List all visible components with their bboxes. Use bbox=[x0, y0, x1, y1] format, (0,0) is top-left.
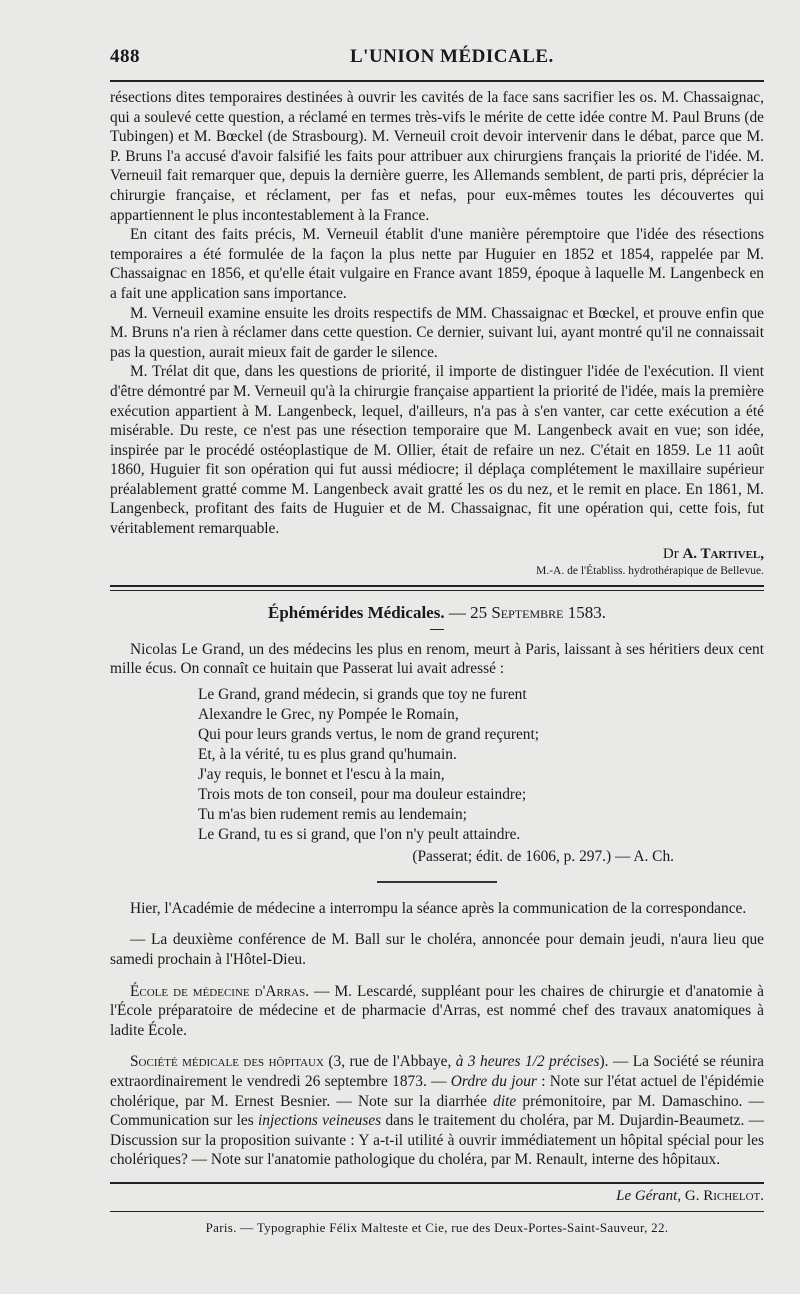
news-item-lead: Société médicale des hôpitaux bbox=[130, 1053, 324, 1071]
news-item-text: dans le traitement du choléra, par M. Dujardin-Beaumetz. — Discussion sur la proposition suivante : Y a-t-il utilité à ouvrir immédiatement un hôpital spécial pour les cholériques? — Note sur l'anatomie pathologique du choléra, par M. Renault, interne des hôpitaux. bbox=[110, 1112, 764, 1169]
news-item bbox=[110, 982, 764, 1041]
ephemerides-title: Éphémérides Médicales. bbox=[268, 602, 445, 622]
article-paragraph: En citant des faits précis, M. Verneuil établit d'une manière péremptoire que l'idée des résections temporaires a été formulée de la façon la plus nette par Huguier en 1852 et 1854, rappelée par M. Chassaignac en 1856, et qu'elle était vulgaire en France avant 1859, époque à laquelle M. Langenbeck en a fait une application sans importance. bbox=[110, 226, 764, 302]
page-number: 488 bbox=[110, 46, 140, 67]
running-title: L'UNION MÉDICALE. bbox=[350, 46, 554, 67]
poem-line: Le Grand, grand médecin, si grands que toy ne furent bbox=[198, 685, 527, 703]
news-item-text: : Note sur l'état actuel de l'épidémie cholérique, par M. Ernest Besnier. — Note sur la diarrhée bbox=[110, 1073, 764, 1110]
printer-divider bbox=[110, 1211, 764, 1212]
news-item-time: à 3 heures 1/2 précises bbox=[455, 1053, 600, 1071]
news-item: — La deuxième conférence de M. Ball sur le choléra, annoncée pour demain jeudi, n'aura lieu que samedi prochain à l'Hôtel-Dieu. bbox=[110, 931, 764, 969]
poem-citation: (Passerat; édit. de 1606, p. 297.) — A. Ch. bbox=[412, 847, 674, 865]
news-item-lead: École de médecine d'Arras. bbox=[130, 982, 310, 1000]
news-item-body: — M. Lescardé, suppléant pour les chaires de chirurgie et d'anatomie à l'École préparatoire de médecine et de pharmacie d'Arras, est nommé chef des travaux anatomiques à ladite École. bbox=[110, 982, 764, 1039]
section-divider bbox=[110, 585, 764, 591]
poem-line: Qui pour leurs grands vertus, le nom de grand reçurent; bbox=[198, 725, 540, 743]
news-item-text: ). — La Société se réunira extraordinairement le vendredi 26 septembre 1873. — bbox=[110, 1053, 764, 1090]
news-item bbox=[110, 1052, 764, 1170]
manager-name: G. Richelot. bbox=[684, 1187, 764, 1204]
poem-line: Alexandre le Grec, ny Pompée le Romain, bbox=[198, 705, 459, 723]
news-item: Hier, l'Académie de médecine a interrompu la séance après la communication de la correspondance. bbox=[130, 899, 747, 917]
news-item-emphasis: dite bbox=[493, 1092, 517, 1110]
article-paragraph: M. Verneuil examine ensuite les droits respectifs de MM. Chassaignac et Bœckel, et prouve enfin que M. Bruns n'a rien à réclamer dans cette question. Ce dernier, suivant lui, ayant montré qu'il ne connaissait pas la question, aurait mieux fait de garder le silence. bbox=[110, 304, 764, 361]
article-paragraph: résections dites temporaires destinées à ouvrir les cavités de la face sans sacrifier les os. M. Chassaignac, qui a soulevé cette question, a réclamé en termes très-vifs le mérite de cette idée contre M. Paul Bruns (de Tubingen) et M. Bœckel (de Strasbourg). M. Verneuil croit devoir intervenir dans le débat, parce que M. P. Bruns l'a accusé d'avoir falsifié les faits pour attribuer aux chirurgiens français la priorité de l'idée. M. Verneuil fait remarquer que, depuis la dernière guerre, les Allemands semblent, de parti pris, déprécier la chirurgie française, et réclament, per fas et nefas, pour eux-mêmes toutes les découvertes qui appartiennent le plus incontestablement à la France. bbox=[110, 89, 764, 224]
signature-name: A. Tartivel, bbox=[682, 545, 764, 562]
manager-line bbox=[110, 1188, 764, 1205]
poem-line: Trois mots de ton conseil, pour ma douleur estaindre; bbox=[198, 785, 527, 803]
news-item-emphasis: injections veineuses bbox=[258, 1112, 382, 1130]
signature-prefix: Dr bbox=[662, 545, 679, 562]
heading-rule bbox=[430, 629, 444, 630]
news-item-text: prémonitoire, par M. Damaschino. — Communication sur les bbox=[110, 1092, 764, 1130]
header-rule bbox=[110, 80, 764, 82]
printer-imprint: Paris. — Typographie Félix Malteste et Cie, rue des Deux-Portes-Saint-Sauveur, 22. bbox=[205, 1219, 669, 1235]
page-header bbox=[110, 42, 764, 72]
news-item-text: (3, rue de l'Abbaye, bbox=[323, 1053, 456, 1071]
article-signature bbox=[110, 545, 764, 564]
signature-affiliation: M.-A. de l'Établiss. hydrothérapique de Bellevue. bbox=[536, 564, 764, 577]
article-paragraph: M. Trélat dit que, dans les questions de priorité, il importe de distinguer l'idée de l'exécution. Il vient d'être démontré par M. Verneuil qu'à la chirurgie française appartient la priorité de l'idée, mais la première exécution appartient à M. Langenbeck, lequel, d'ailleurs, n'a pas à s'en vanter, car cette exécution a été misérable. Du reste, ce n'est pas une résection temporaire que M. Langenbeck avait en vue; son idée, inspirée par le procédé ostéoplastique de M. Ollier, était de refaire un nez. C'était en 1859. Le 11 août 1860, Huguier fit son opération qui fut aussi médiocre; il déplaça complétement le maxillaire supérieur préalablement gratté comme M. Langenbeck avait gratté les os du nez, et le remit en place. En 1861, M. Langenbeck, profitant des faits de Huguier et de M. Chassaignac, fit une opération qui, cette fois, fut véritablement remarquable. bbox=[110, 363, 764, 538]
poem bbox=[198, 685, 764, 845]
poem-line: Le Grand, tu es si grand, que l'on n'y peult attaindre. bbox=[198, 825, 521, 843]
article-section bbox=[110, 88, 764, 579]
poem-line: Tu m'as bien rudement remis au lendemain; bbox=[198, 805, 467, 823]
manager-label: Le Gérant, bbox=[616, 1187, 682, 1204]
ephemerides-intro: Nicolas Le Grand, un des médecins les plus en renom, meurt à Paris, laissant à ses héritiers deux cent mille écus. On connaît ce huitain que Passerat lui avait adressé : bbox=[110, 640, 764, 678]
footer-divider bbox=[110, 1182, 764, 1184]
poem-line: J'ay requis, le bonnet et l'escu à la main, bbox=[198, 765, 445, 783]
ephemerides-date: — 25 Septembre 1583. bbox=[448, 602, 606, 622]
news-section bbox=[110, 899, 764, 1170]
news-item-agenda-label: Ordre du jour bbox=[450, 1073, 537, 1090]
ephemerides-heading bbox=[110, 603, 764, 623]
poem-line: Et, à la vérité, tu es plus grand qu'humain. bbox=[198, 745, 457, 763]
news-divider bbox=[377, 881, 497, 883]
